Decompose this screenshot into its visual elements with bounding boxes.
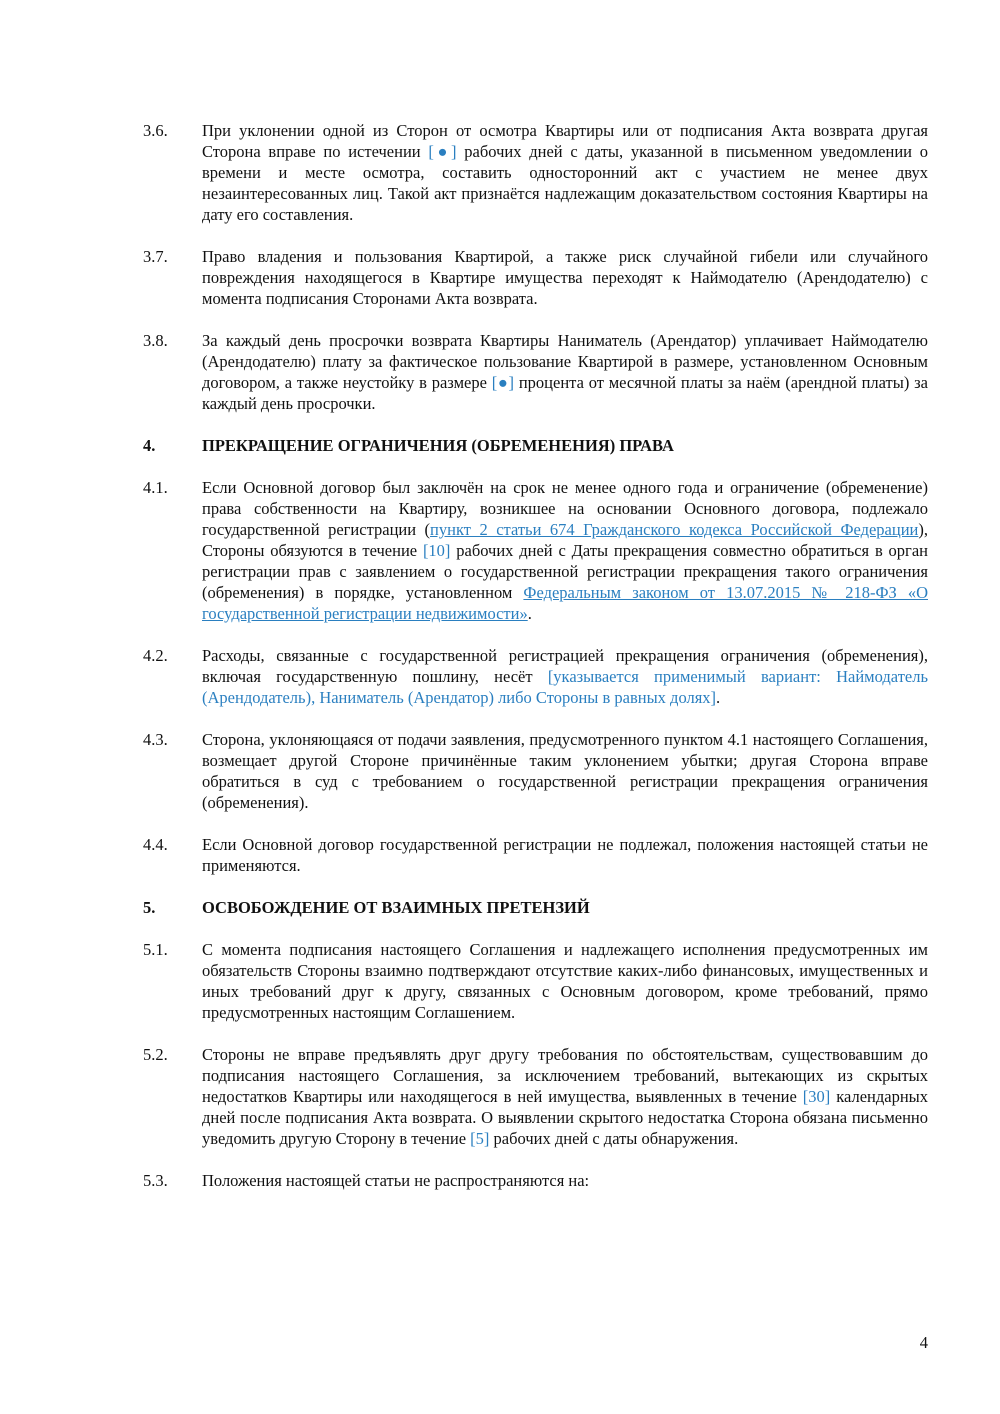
text-run: .	[527, 604, 532, 623]
clause-number: 4.3.	[143, 730, 168, 749]
text-run: календарных дней после подписания Акта возврата. О выявлении скрытого недостатка Сторона обязана письменно уведомить другую Сторону в течение	[202, 1087, 928, 1148]
clause-number: 5.2.	[143, 1045, 168, 1064]
text-run: За каждый день просрочки возврата Квартиры Наниматель (Арендатор) уплачивает Наймодателю (Арендодателю) плату за фактическое пользование Квартирой в размере, установленном Основным договором, а также неустойку в размере	[202, 331, 928, 392]
page-number: 4	[919, 1333, 928, 1352]
placeholder: [5]	[470, 1129, 490, 1148]
clause-number: 4.4.	[143, 835, 168, 854]
clause-5-3	[143, 1170, 928, 1191]
clause-text	[202, 729, 928, 813]
text-run: .	[716, 688, 721, 707]
text-run: ), Стороны обязуются в течение	[202, 520, 928, 560]
text-run: Сторона, уклоняющаяся от подачи заявления, предусмотренного пунктом 4.1 настоящего Соглашения, возмещает другой Стороне причинённые таким уклонением убытки; другая Сторона вправе обратиться в суд с требованием о государственной регистрации прекращения ограничения (обременения).	[202, 730, 928, 812]
text-run: рабочих дней с Даты прекращения совместно обратиться в орган регистрации прав с заявлением о государственной регистрации прекращения такого ограничения (обременения) в порядке, установленном	[202, 541, 928, 602]
clause-text	[202, 834, 928, 876]
section-number: 4.	[143, 436, 156, 455]
clause-4-3	[143, 729, 928, 813]
clause-4-4	[143, 834, 928, 876]
clause-number: 4.2.	[143, 646, 168, 665]
placeholder: [указывается применимый вариант: Наймодатель (Арендодатель), Наниматель (Арендатор) либо Стороны в равных долях]	[202, 667, 928, 707]
clause-text	[202, 939, 928, 1023]
clause-number: 3.6.	[143, 121, 168, 140]
placeholder: [10]	[422, 541, 451, 560]
text-run: Если Основной договор был заключён на срок не менее одного года и ограничение (обременение) права собственности на Квартиру, возникшее на основании Основного договора, подлежало государственной регистрации (	[202, 478, 928, 539]
text-run: Расходы, связанные с государственной регистрацией прекращения ограничения (обременения), включая государственную пошлину, несёт	[202, 646, 928, 686]
text-run: Стороны не вправе предъявлять друг другу требования по обстоятельствам, существовавшим до подписания настоящего Соглашения, за исключением требований, вытекающих из скрытых недостатков Квартиры или находящегося в ней имущества, выявленных в течение	[202, 1045, 928, 1106]
civil-code-link[interactable]: пункт 2 статьи 674 Гражданского кодекса Российской Федерации	[430, 520, 919, 539]
placeholder: [●]	[491, 373, 515, 392]
clause-number: 5.1.	[143, 940, 168, 959]
section-number: 5.	[143, 898, 156, 917]
clause-number: 5.3.	[143, 1171, 168, 1190]
clause-5-2	[143, 1044, 928, 1149]
section-title: ОСВОБОЖДЕНИЕ ОТ ВЗАИМНЫХ ПРЕТЕНЗИЙ	[202, 898, 590, 917]
clause-text	[202, 1170, 928, 1191]
text-run: Право владения и пользования Квартирой, а также риск случайной гибели или случайного повреждения находящегося в Квартире имущества переходят к Наймодателю (Арендодателю) с момента подписания Сторонами Акта возврата.	[202, 247, 928, 308]
clause-text	[202, 645, 928, 708]
clause-3-6	[143, 120, 928, 225]
clause-5-1	[143, 939, 928, 1023]
section-title: ПРЕКРАЩЕНИЕ ОГРАНИЧЕНИЯ (ОБРЕМЕНЕНИЯ) ПРАВА	[202, 436, 674, 455]
clause-3-8	[143, 330, 928, 414]
clause-text	[202, 120, 928, 225]
federal-law-link[interactable]: Федеральным законом от 13.07.2015 № 218-ФЗ «О государственной регистрации недвижимости»	[202, 583, 928, 623]
text-run: рабочих дней с даты, указанной в письменном уведомлении о времени и месте осмотра, составить односторонний акт с участием не менее двух незаинтересованных лиц. Такой акт признаётся надлежащим доказательством состояния Квартиры на дату его составления.	[202, 142, 928, 224]
clause-number: 3.7.	[143, 247, 168, 266]
text-run: С момента подписания настоящего Соглашения и надлежащего исполнения предусмотренных им обязательств Стороны взаимно подтверждают отсутствие каких-либо финансовых, имущественных и иных требований друг к другу, связанных с Основным договором, кроме требований, прямо предусмотренных настоящим Соглашением.	[202, 940, 928, 1022]
clause-4-2	[143, 645, 928, 708]
placeholder: [●]	[428, 142, 457, 161]
placeholder: [30]	[802, 1087, 831, 1106]
text-run: Если Основной договор государственной регистрации не подлежал, положения настоящей статьи не применяются.	[202, 835, 928, 875]
clause-text	[202, 246, 928, 309]
text-run: При уклонении одной из Сторон от осмотра Квартиры или от подписания Акта возврата другая Сторона вправе по истечении	[202, 121, 928, 161]
clause-4-1	[143, 477, 928, 624]
text-run: рабочих дней с даты обнаружения.	[489, 1129, 739, 1148]
clause-text	[202, 1044, 928, 1149]
clause-number: 4.1.	[143, 478, 168, 497]
clause-3-7	[143, 246, 928, 309]
text-run: процента от месячной платы за наём (арендной платы) за каждый день просрочки.	[202, 373, 928, 413]
section-heading-5	[143, 897, 928, 918]
clause-text	[202, 330, 928, 414]
clause-text	[202, 477, 928, 624]
section-heading-4	[143, 435, 928, 456]
clause-number: 3.8.	[143, 331, 168, 350]
page-content	[143, 120, 928, 1212]
text-run: Положения настоящей статьи не распространяются на:	[202, 1171, 590, 1190]
